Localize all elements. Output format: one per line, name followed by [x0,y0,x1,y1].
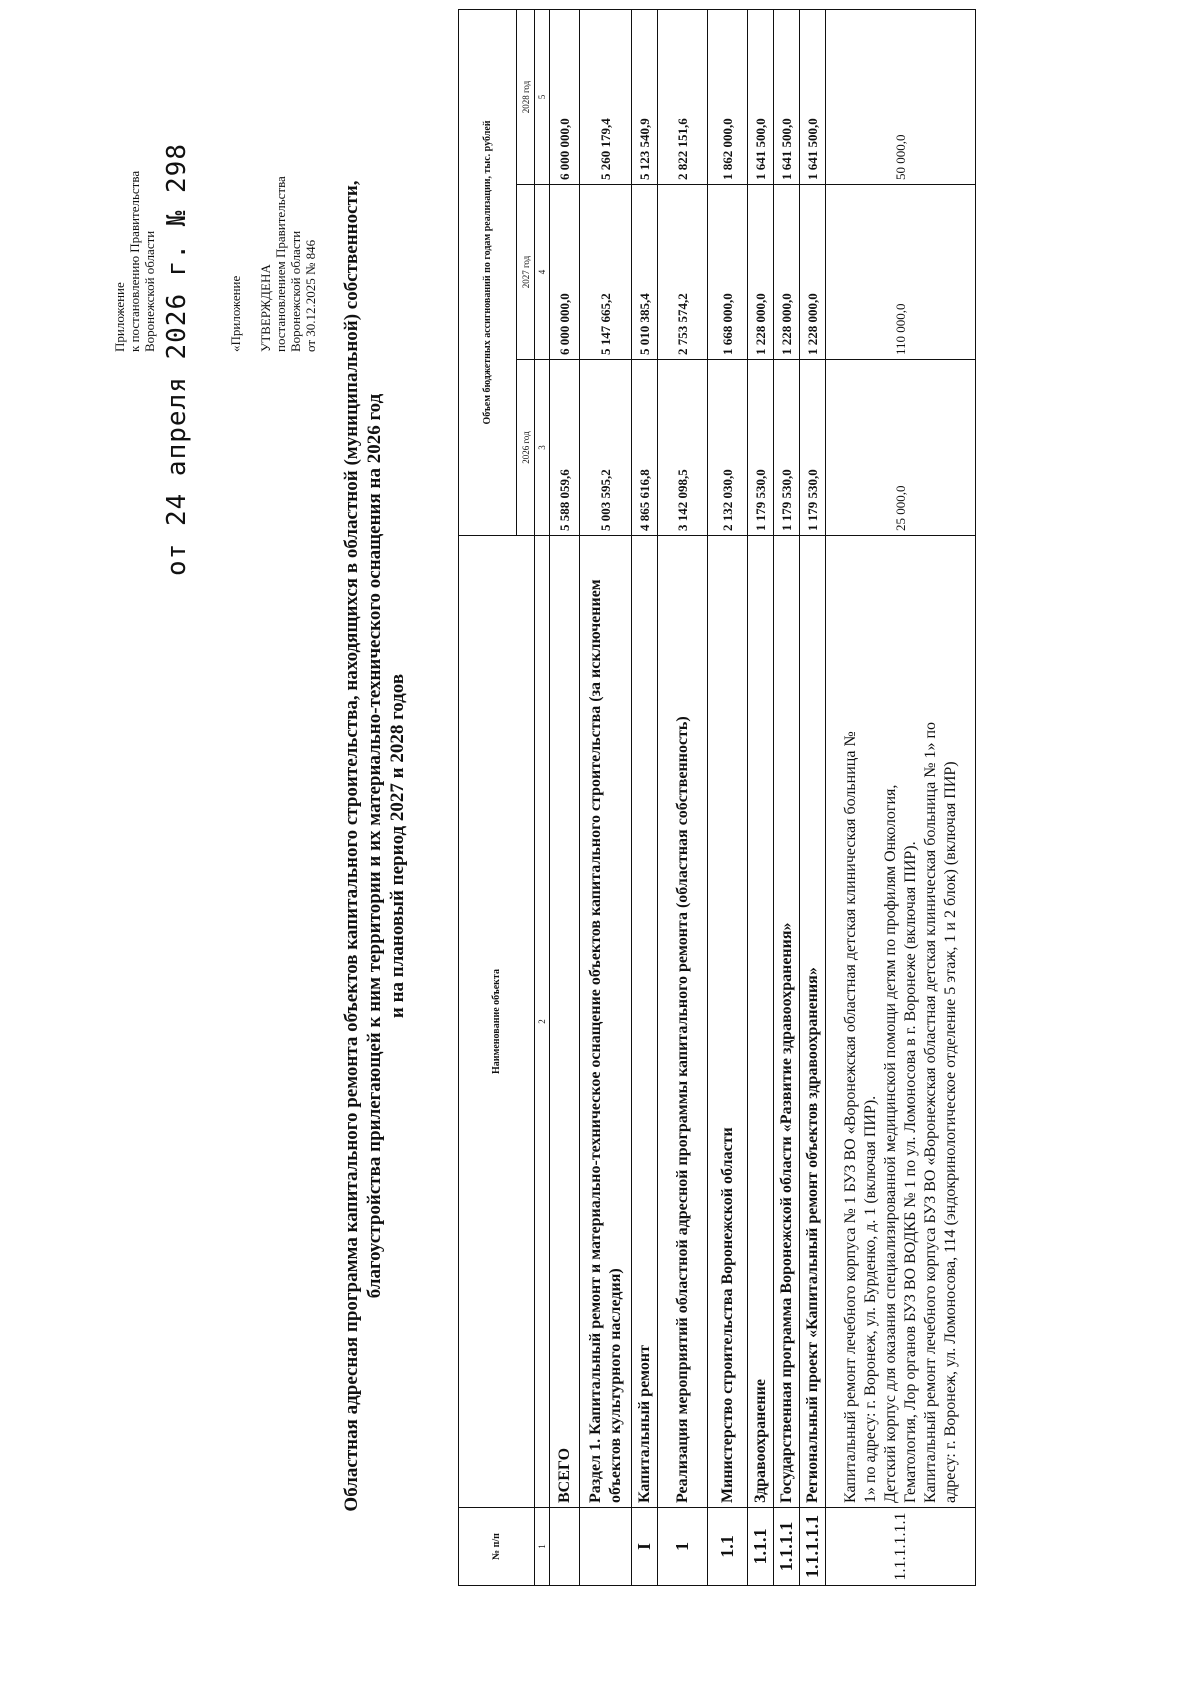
title-line: Областная адресная программа капитального ремонта объектов капитального строительства, находящихся в областной (муниципальной) собственности, [341,180,362,1512]
value-2026: 2 132 030,0 [708,360,748,536]
table-row [826,10,976,1586]
title-line: благоустройства прилегающей к ним территории и их материально-технического оснащения на 2026 год [364,393,385,1299]
column-number: 3 [535,360,550,536]
row-number: 1.1.1 [748,1508,774,1586]
value-2027: 2 753 574,2 [658,185,708,360]
row-name: Раздел 1. Капитальный ремонт и материально-техническое оснащение объектов капитального строительства (за исключением объектов культурного наследия) [580,536,632,1508]
value-2026: 5 003 595,2 [580,360,632,536]
attachment-line: Приложение [112,282,127,352]
value-2026: 3 142 098,5 [658,360,708,536]
approved-line: от 30.12.2025 № 846 [303,239,318,352]
row-name-line: 1» по адресу: г. Воронеж, ул. Бурденко, д. 1 (включая ПИР). [861,1095,879,1503]
value-2026: 4 865 616,8 [632,360,658,536]
row-name-line: Капитальный ремонт лечебного корпуса № 1 БУЗ ВО «Воронежская областная детская клиническая больница № [841,731,859,1503]
approved-line: УТВЕРЖДЕНА [258,264,273,352]
row-name: Здравоохранение [748,536,774,1508]
title-line: и на плановый период 2027 и 2028 годов [387,673,408,1019]
table-row [774,10,800,1586]
column-number: 5 [535,10,550,185]
column-number: 1 [535,1508,550,1586]
row-name [826,536,976,1508]
approved-note [228,52,318,352]
header-num: № п/п [459,1508,535,1586]
value-2028: 1 641 500,0 [800,10,826,185]
table-row [632,10,658,1586]
row-number [580,1508,632,1586]
row-name: Министерство строительства Воронежской области [708,536,748,1508]
table-row [550,10,580,1586]
value-2027: 1 228 000,0 [748,185,774,360]
value-2027: 6 000 000,0 [550,185,580,360]
program-table [458,9,976,1586]
attachment-note [112,52,157,352]
value-2028: 2 822 151,6 [658,10,708,185]
row-name: ВСЕГО [550,536,580,1508]
row-name-line: Детский корпус для оказания специализированной медицинской помощи детям по профилям Онкология, [881,784,899,1503]
value-2028: 1 862 000,0 [708,10,748,185]
approved-line: постановлением Правительства [273,176,288,352]
value-2026: 1 179 530,0 [774,360,800,536]
value-2027: 1 668 000,0 [708,185,748,360]
value-2028: 6 000 000,0 [550,10,580,185]
value-2026: 5 588 059,6 [550,360,580,536]
header-volume: Объем бюджетных ассигнований по годам реализации, тыс. рублей [459,10,517,536]
value-2027: 5 147 665,2 [580,185,632,360]
row-name: Региональный проект «Капитальный ремонт объектов здравоохранения» [800,536,826,1508]
value-2026: 25 000,0 [826,360,976,536]
table-row [580,10,632,1586]
attachment-line: Воронежской области [142,230,157,352]
approved-line: Воронежской области [288,230,303,352]
value-2028: 1 641 500,0 [774,10,800,185]
attachment-line: к постановлению Правительства [127,170,142,352]
row-name-line: Гематология, Лор органов БУЗ ВО ВОДКБ № 1 по ул. Ломоносова в г. Воронеже (включая ПИР). [901,841,919,1503]
header-name: Наименование объекта [459,536,535,1508]
table-row [708,10,748,1586]
value-2028: 1 641 500,0 [748,10,774,185]
stamp-date: от 24 апреля 2026 г. № 298 [162,143,192,576]
row-number: 1 [658,1508,708,1586]
header-year-2027: 2027 год [517,185,535,360]
header-year-2028: 2028 год [517,10,535,185]
value-2028: 50 000,0 [826,10,976,185]
row-name: Капитальный ремонт [632,536,658,1508]
table-row [748,10,774,1586]
value-2028: 5 123 540,9 [632,10,658,185]
value-2027: 110 000,0 [826,185,976,360]
row-name: Реализация мероприятий областной адресной программы капитального ремонта (областная собственность) [658,536,708,1508]
value-2026: 1 179 530,0 [800,360,826,536]
table-row [800,10,826,1586]
row-number: 1.1.1.1.1.1 [826,1508,976,1586]
row-name-line: адресу: г. Воронеж, ул. Ломоносова, 114 (эндокринологическое отделение 5 этаж, 1 и 2 блок) (включая ПИР) [941,761,959,1503]
document-title [340,86,409,1606]
row-number: I [632,1508,658,1586]
value-2026: 1 179 530,0 [748,360,774,536]
approved-intro: «Приложение [228,275,243,352]
header-year-2026: 2026 год [517,360,535,536]
row-number: 1.1.1.1.1 [800,1508,826,1586]
value-2027: 1 228 000,0 [774,185,800,360]
value-2028: 5 260 179,4 [580,10,632,185]
row-number [550,1508,580,1586]
row-number: 1.1.1.1 [774,1508,800,1586]
value-2027: 1 228 000,0 [800,185,826,360]
row-name: Государственная программа Воронежской области «Развитие здравоохранения» [774,536,800,1508]
value-2027: 5 010 385,4 [632,185,658,360]
row-name-line: Капитальный ремонт лечебного корпуса БУЗ ВО «Воронежская областная детская клиническая больница № 1» по [921,721,939,1503]
table-row [658,10,708,1586]
row-number: 1.1 [708,1508,748,1586]
column-number: 4 [535,185,550,360]
column-number: 2 [535,536,550,1508]
